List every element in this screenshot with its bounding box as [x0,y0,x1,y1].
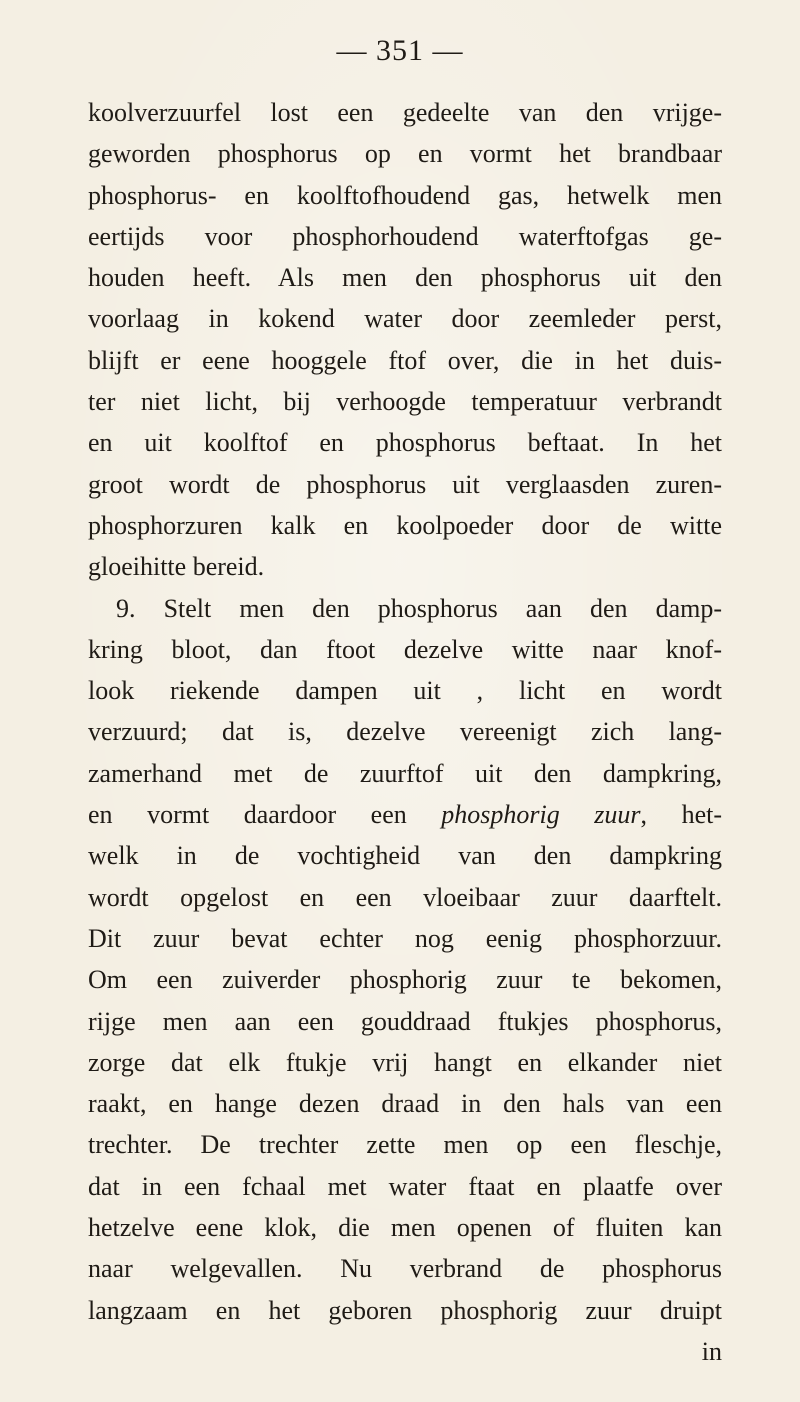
text-line: zorge dat elk ftukje vrij hangt en elkander niet [88,1047,722,1077]
text-line: naar welgevallen. Nu verbrand de phosphorus [88,1254,722,1284]
text-line: verzuurd; dat is, dezelve vereenigt zich lang- [88,717,722,747]
text-line-with-italic [88,794,722,835]
text-line: voorlaag in kokend water door zeemleder perst, [88,304,722,334]
text-line: trechter. De trechter zette men op een fleschje, [88,1130,722,1160]
text-line: koolverzuurfel lost een gedeelte van den vrijge- [88,98,722,127]
text-line: raakt, en hange dezen draad in den hals van een [88,1089,722,1119]
page-number-header: — 351 — [336,34,464,67]
text-line: look riekende dampen uit , licht en wordt [88,676,722,706]
text-line: ter niet licht, bij verhoogde temperatuur verbrandt [88,387,722,417]
text-line: phosphorus- en koolftofhoudend gas, hetwelk men [88,180,722,210]
text-line: groot wordt de phosphorus uit verglaasden zuren- [88,469,722,499]
text-line: geworden phosphorus op en vormt het brandbaar [88,139,722,169]
text-run: , het- [640,800,723,830]
text-line: dat in een fchaal met water ftaat en plaatfe over [88,1171,722,1201]
text-line: Om een zuiverder phosphorig zuur te bekomen, [88,965,722,995]
paragraph-start-line: 9. Stelt men den phosphorus aan den damp- [116,593,722,623]
text-line: kring bloot, dan ftoot dezelve witte naar knof- [88,634,722,664]
text-line: eertijds voor phosphorhoudend waterftofgas ge- [88,221,722,251]
text-line: houden heeft. Als men den phosphorus uit den [88,263,722,293]
text-line: langzaam en het geboren phosphorig zuur druipt [88,1295,722,1325]
text-line: welk in de vochtigheid van den dampkring [88,841,722,871]
text-line: en uit koolftof en phosphorus beftaat. In het [88,428,722,458]
body-text [88,92,722,1372]
italic-term: phosphorig zuur [441,800,641,830]
text-line: blijft er eene hooggele ftof over, die in het duis- [88,345,722,375]
text-line: gloeihitte bereid. [88,552,265,582]
text-line: hetzelve eene klok, die men openen of fluiten kan [88,1213,722,1243]
text-line: rijge men aan een gouddraad ftukjes phosphorus, [88,1006,722,1036]
text-line: wordt opgelost en een vloeibaar zuur daarftelt. [88,882,722,912]
catchword: in [701,1336,722,1366]
text-line: phosphorzuren kalk en koolpoeder door de witte [88,510,722,540]
text-line: zamerhand met de zuurftof uit den dampkring, [88,758,722,788]
text-line: Dit zuur bevat echter nog eenig phosphorzuur. [88,923,722,953]
text-run: en vormt daardoor een [88,800,442,830]
